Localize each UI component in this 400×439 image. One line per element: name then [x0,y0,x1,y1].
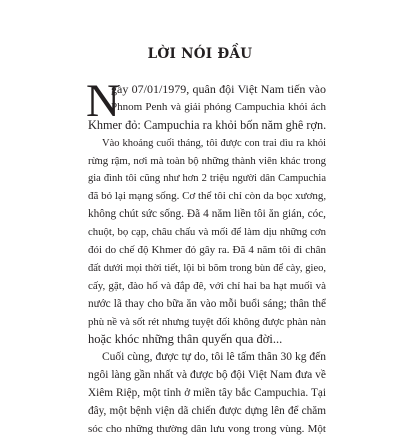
text-line: Khmer đỏ: Campuchia ra khỏi bốn năm ghê rợn. [88,117,327,132]
text-line: Phnom Penh và giải phóng Campuchia khỏi ách [111,100,326,113]
body-text [86,75,327,439]
text-line: đã bỏ lại mạng sống. Cơ thể tôi chỉ còn da bọc xương, [88,190,327,203]
text-line: gia đình tôi cũng như hơn 2 triệu người dân Campuchia [88,173,326,185]
text-line: Vào khoảng cuối tháng, tôi được con trai dìu ra khỏi [102,137,326,149]
text-line: phù nề và sốt rét nhưng tuyệt đối không được phàn nàn [88,315,326,328]
text-line: không chút sức sống. Đã 4 năm liền tôi ăn gián, cóc, [88,208,326,221]
text-line: đất dưới mọi thời tiết, lội bì bõm trong bùn để cày, gieo, [88,262,326,274]
text-line: ngôi làng gần nhất và được bộ đội Việt Nam đưa về [88,369,326,382]
drop-cap-letter: N [86,75,120,127]
text-line: gày 07/01/1979, quân đội Việt Nam tiến vào [111,82,326,96]
text-line: rừng rậm, nơi mà toàn bộ những thành viên khác trong [88,154,326,167]
text-line: đây, một bệnh viện dã chiến được dựng lên để chăm [88,405,326,418]
chapter-title: LỜI NÓI ĐẦU [147,46,253,62]
text-line: đói do chế độ Khmer đỏ gây ra. Đã 4 năm tôi đi chân [88,244,326,257]
text-line: sóc cho những thường dân lưu vong trong vùng. Một [88,422,326,435]
text-line: Cuối cùng, được tự do, tôi lê tấm thân 30 kg đến [102,351,326,364]
text-line: cấy, gặt, đào hố và đắp đê, với chỉ hai ba hạt muối và [88,279,326,292]
text-line: Xiêm Riệp, một tỉnh ở miền tây bắc Campuchia. Tại [88,387,326,400]
text-line: nước lã thay cho bữa ăn vào mỗi buổi sáng; thân thể [88,297,326,310]
text-line: chuột, bọ cạp, châu chấu và mối để làm dịu những cơn [88,226,326,239]
text-line: hoặc khóc những thân quyến qua đời... [88,332,283,347]
